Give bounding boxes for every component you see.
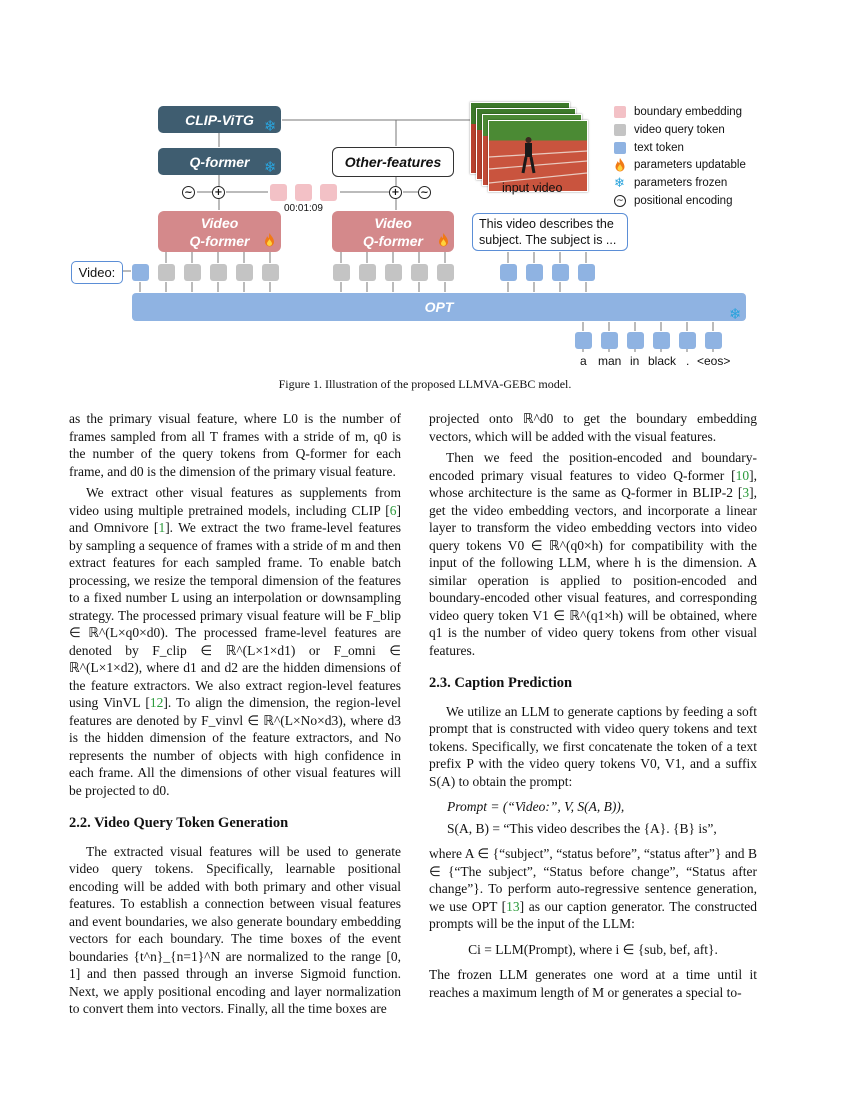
left-paragraph-2 bbox=[69, 484, 401, 799]
right-paragraph-4 bbox=[429, 845, 757, 933]
text-token bbox=[552, 264, 569, 281]
legend-label: parameters frozen bbox=[634, 177, 728, 189]
text: ] as our caption generator. The constructed prompts will be the input of the LLM: bbox=[429, 898, 757, 931]
legend-label: video query token bbox=[634, 124, 725, 136]
legend-text bbox=[614, 140, 684, 156]
legend-label: parameters updatable bbox=[634, 159, 746, 171]
video-q-former-block-other bbox=[332, 211, 454, 252]
right-paragraph-5: The frozen LLM generates one word at a time until it reaches a maximum length of M or generates a special to- bbox=[429, 967, 757, 1000]
section-heading: 2.2. Video Query Token Generation bbox=[69, 815, 289, 831]
other-features-label: Other-features bbox=[344, 154, 442, 170]
right-paragraph-1: projected onto ℝ^d0 to get the boundary embedding vectors, which will be added with the visual features. bbox=[429, 411, 757, 444]
equation-caption: Ci = LLM(Prompt), where i ∈ {sub, bef, aft}. bbox=[468, 941, 718, 957]
text: Then we feed the position-encoded and boundary-encoded primary visual features to video Q-former [ bbox=[429, 450, 757, 483]
right-paragraph-3: We utilize an LLM to generate captions by feeding a soft prompt that is constructed with video query tokens and text tokens. Specifically, we first concatenate the token of a text prefix P with the video query tokens V0, V1, and a suffix S(A) to obtain the prompt: bbox=[429, 703, 757, 789]
output-word: black bbox=[648, 354, 677, 368]
text: ]. We extract the two frame-level features by sampling a sequence of frames with a stride of m and then extract features for each sampled frame. To enable batch processing, we resize the temporal dimension of the features to a fixed number L using an interpolation or downsampling strategy. The processed primary visual feature will be F_blip ∈ ℝ^(L×q0×d0). The processed frame-level features are denoted by F_clip ∈ ℝ^(L×1×d1) or F_omni ∈ ℝ^(L×1×d2), where d1 and d2 are the hidden dimensions of the feature extractors. We also extract region-level features using VinVL [ bbox=[69, 520, 401, 710]
section-heading: 2.3. Caption Prediction bbox=[429, 675, 573, 691]
video-query-swatch bbox=[614, 124, 626, 136]
output-token bbox=[601, 332, 618, 349]
output-token bbox=[627, 332, 644, 349]
left-column bbox=[69, 410, 401, 1018]
video-query-token bbox=[333, 264, 350, 281]
citation-link[interactable]: 3 bbox=[742, 485, 750, 500]
fire-icon bbox=[438, 233, 449, 247]
equation-prompt: Prompt = (“Video:”, V, S(A, B)), bbox=[447, 799, 625, 814]
q-former-block bbox=[158, 148, 281, 175]
frozen-icon: ❄ bbox=[614, 175, 625, 191]
positional-encoding-icon: ~ bbox=[182, 186, 195, 199]
plus-icon: + bbox=[389, 186, 402, 199]
output-word: . bbox=[686, 354, 690, 368]
q-former-label: Q-former bbox=[189, 153, 250, 170]
video-query-token bbox=[411, 264, 428, 281]
text: ] and Omnivore [ bbox=[69, 502, 401, 535]
output-word: <eos> bbox=[697, 354, 731, 368]
legend-boundary bbox=[614, 104, 742, 120]
citation-link[interactable]: 6 bbox=[389, 502, 397, 518]
boundary-swatch bbox=[614, 106, 626, 118]
equation-suffix: S(A, B) = “This video describes the {A}. {B} is”, bbox=[447, 820, 717, 836]
left-paragraph-3: The extracted visual features will be used to generate video query tokens. Specifically, learnable positional encoding will be added with both primary and other visual features. To establish a connection between visual features and event boundaries, we also generate boundary embedding vectors for each boundary. The time boxes of the event boundaries {t^n}_{n=1}^N are normalized to the range [0, 1] and then passed through an inverse Sigmoid function. Next, we apply positional encoding and layer normalization to convert them into vectors. Finally, all the time boxes are bbox=[69, 843, 401, 1016]
text-token bbox=[578, 264, 595, 281]
other-features-block bbox=[332, 147, 454, 177]
citation-link[interactable]: 12 bbox=[149, 695, 164, 710]
output-word: a bbox=[580, 354, 587, 368]
input-video-label: input video bbox=[502, 181, 563, 195]
video-q-former-label-line2: Q-former bbox=[189, 232, 250, 249]
text-token bbox=[132, 264, 149, 281]
text-token bbox=[500, 264, 517, 281]
positional-encoding-icon: ~ bbox=[614, 195, 626, 207]
video-query-token bbox=[385, 264, 402, 281]
boundary-embedding-token bbox=[270, 184, 287, 201]
clip-vitg-block bbox=[158, 106, 281, 133]
text-token bbox=[526, 264, 543, 281]
output-word: in bbox=[630, 354, 640, 368]
legend-label: text token bbox=[634, 142, 684, 154]
legend-updatable bbox=[614, 157, 746, 173]
right-paragraph-2 bbox=[429, 449, 757, 659]
citation-link[interactable]: 1 bbox=[158, 520, 166, 535]
video-query-token bbox=[437, 264, 454, 281]
figure bbox=[0, 0, 850, 380]
text-swatch bbox=[614, 142, 626, 154]
video-query-token bbox=[158, 264, 175, 281]
output-token bbox=[575, 332, 592, 349]
output-word: man bbox=[598, 354, 622, 368]
legend-frozen bbox=[614, 175, 727, 191]
video-q-former-label-line1: Video bbox=[374, 214, 412, 231]
frozen-icon: ❄ bbox=[729, 305, 742, 323]
frozen-icon: ❄ bbox=[264, 117, 277, 135]
opt-block bbox=[132, 293, 746, 321]
positional-encoding-icon: ~ bbox=[418, 186, 431, 199]
legend-positional bbox=[614, 193, 732, 209]
output-token bbox=[653, 332, 670, 349]
video-query-token bbox=[262, 264, 279, 281]
prompt-text: This video describes the subject. The subject is ... bbox=[479, 217, 617, 247]
output-token bbox=[679, 332, 696, 349]
citation-link[interactable]: 13 bbox=[506, 898, 520, 914]
video-query-token bbox=[210, 264, 227, 281]
citation-link[interactable]: 10 bbox=[735, 467, 750, 483]
video-prefix-label: Video: bbox=[78, 265, 116, 280]
video-q-former-block-primary bbox=[158, 211, 281, 252]
boundary-embedding-token bbox=[320, 184, 337, 201]
fire-icon bbox=[614, 158, 626, 172]
video-q-former-label-line1: Video bbox=[200, 214, 239, 231]
boundary-embedding-token bbox=[295, 184, 312, 201]
plus-icon: + bbox=[212, 186, 225, 199]
fire-icon bbox=[264, 233, 275, 247]
timestamp: 00:01:09 bbox=[284, 203, 323, 214]
legend-video-query bbox=[614, 122, 725, 138]
clip-vitg-label: CLIP-ViTG bbox=[185, 111, 254, 128]
right-column bbox=[429, 410, 757, 1001]
text: where A ∈ {“subject”, “status before”, “status after”} and B ∈ {“The subject”, “Status before change”, “Status after change”}. To perform auto-regressive sentence generation, we use OPT [ bbox=[429, 846, 757, 914]
legend-label: boundary embedding bbox=[634, 106, 743, 118]
text: We extract other visual features as supplements from video using multiple pretrained models, including CLIP [ bbox=[69, 485, 401, 518]
figure-caption: Figure 1. Illustration of the proposed LLMVA-GEBC model. bbox=[278, 377, 572, 391]
text: ], whose architecture is the same as Q-former in BLIP-2 [ bbox=[429, 467, 757, 500]
prompt-text-box bbox=[472, 213, 628, 251]
text: ]. To align the dimension, the region-level features are denoted by F_vinvl ∈ ℝ^(L×No×d3), where d3 is the hidden dimension of the feature extractors, and No represents the number of objects with high confidence in each frame. All the dimensions of other visual features will be projected to d0. bbox=[69, 695, 401, 798]
output-token bbox=[705, 332, 722, 349]
video-query-token bbox=[236, 264, 253, 281]
video-q-former-label-line2: Q-former bbox=[363, 232, 423, 249]
text: ], get the video embedding vectors, and incorporate a linear layer to transform the video embedding vectors into video query tokens V0 ∈ ℝ^(q0×h) for compatibility with the input of the following LLM, where h is the dimension. A similar operation is applied to position-encoded and boundary-encoded other visual features, and corresponding video query token V1 ∈ ℝ^(q1×h) will be obtained, where q1 is the number of video query tokens from other visual features. bbox=[429, 485, 757, 658]
legend-label: positional encoding bbox=[634, 195, 733, 207]
opt-label: OPT bbox=[424, 299, 454, 315]
left-paragraph-1: as the primary visual feature, where L0 is the number of frames sampled from all T frames with a stride of m, q0 is the number of the query tokens from Q-former for each frame, and d0 is the dimension of the primary visual feature. bbox=[69, 411, 401, 479]
video-prefix-box bbox=[71, 261, 123, 284]
frozen-icon: ❄ bbox=[264, 158, 277, 176]
video-query-token bbox=[184, 264, 201, 281]
video-query-token bbox=[359, 264, 376, 281]
